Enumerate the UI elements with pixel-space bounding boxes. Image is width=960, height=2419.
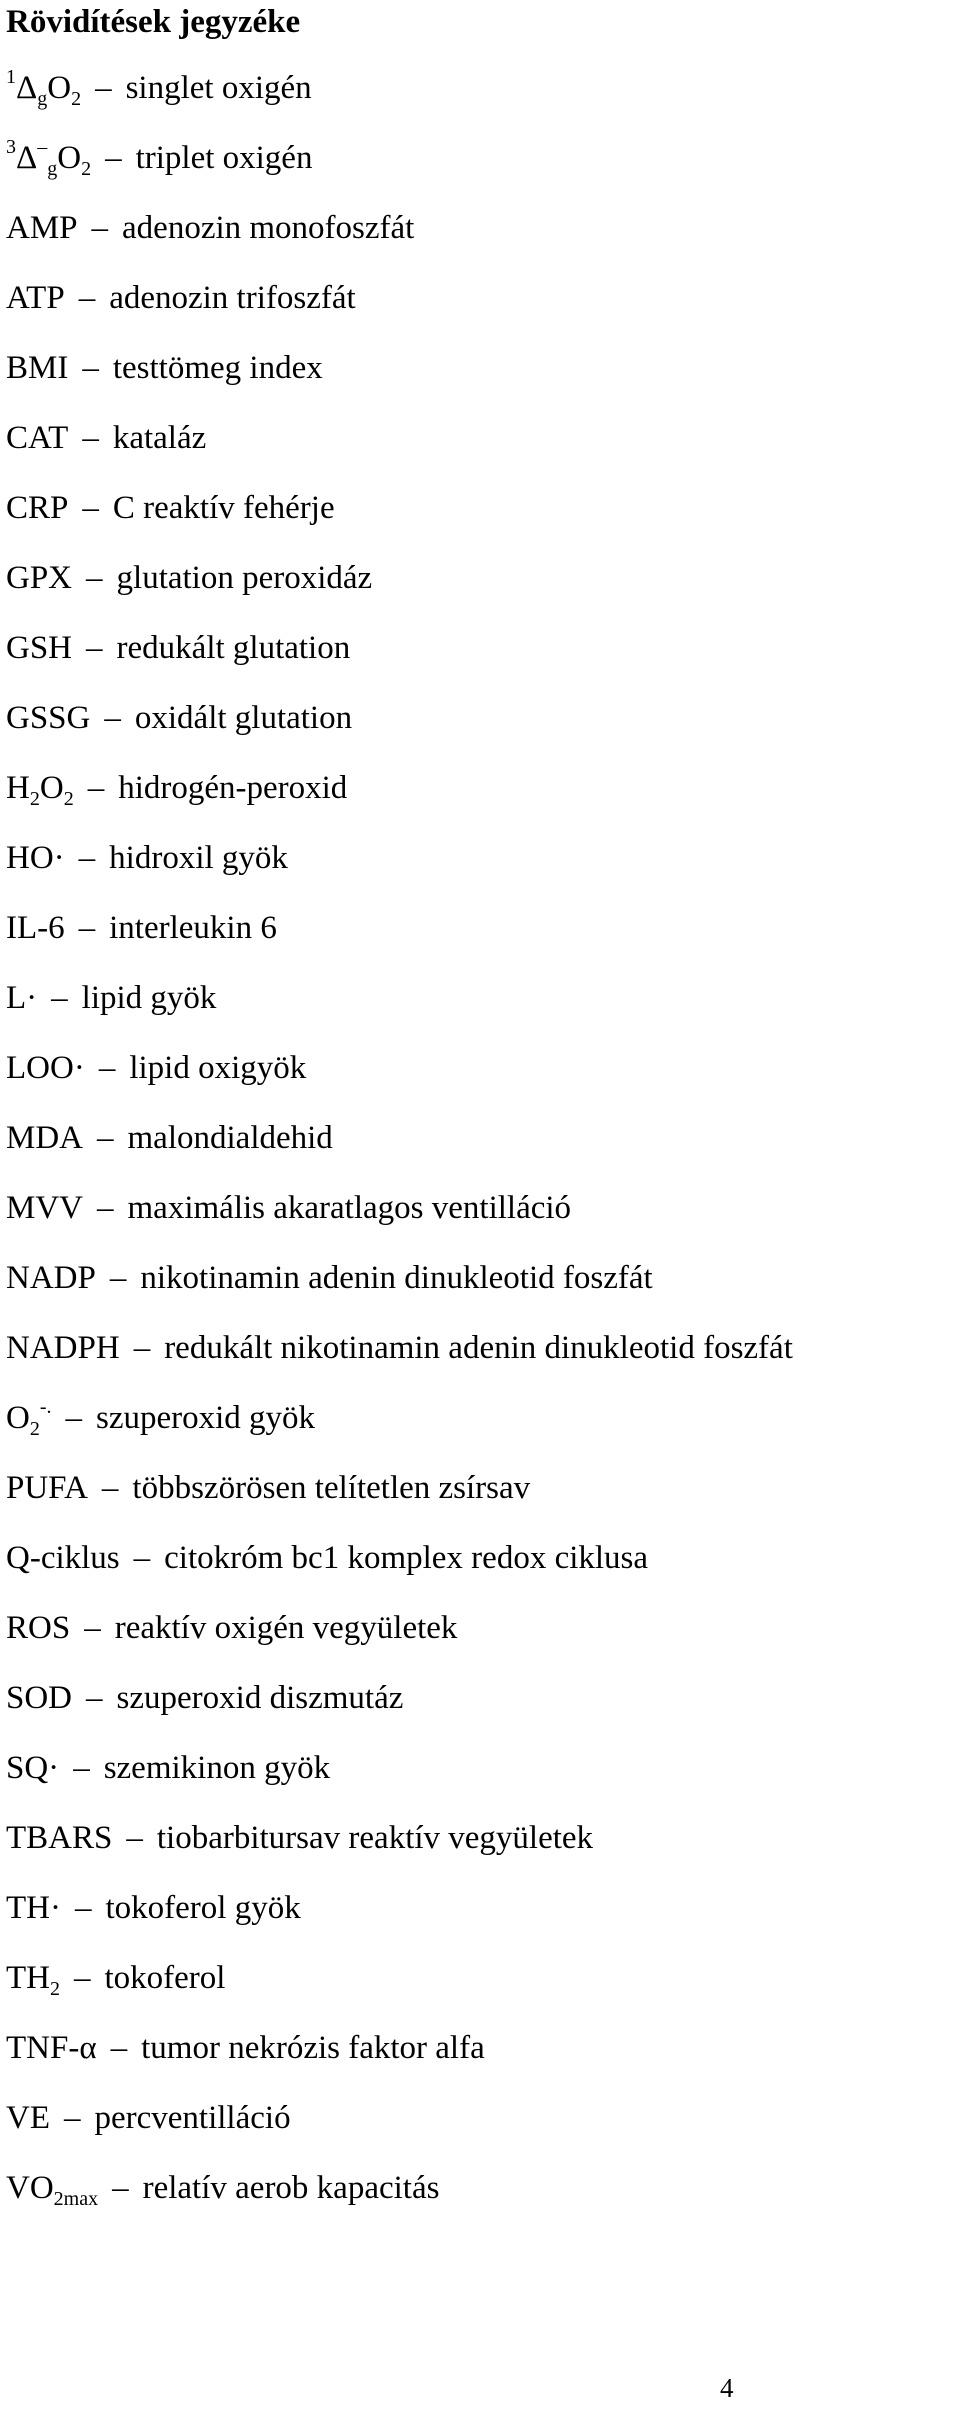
abbreviation-term: BMI xyxy=(6,350,69,386)
abbreviation-definition: adenozin monofoszfát xyxy=(122,210,415,246)
abbreviation-definition: hidroxil gyök xyxy=(109,840,288,876)
abbreviation-term: HO· xyxy=(6,840,65,876)
separator-dash: – xyxy=(104,700,121,736)
abbreviation-term: ROS xyxy=(6,1610,71,1646)
abbreviation-definition: szemikinon gyök xyxy=(103,1750,331,1786)
abbreviation-term: $^3\Delta^-_gO_2$ xyxy=(6,136,92,180)
abbreviation-entry xyxy=(6,2098,793,2168)
abbreviation-term: $^1\Delta_gO_2$ xyxy=(6,66,82,110)
abbreviation-definition: relatív aerob kapacitás xyxy=(142,2170,440,2206)
abbreviation-definition: singlet oxigén xyxy=(125,70,312,106)
abbreviation-definition: percventilláció xyxy=(94,2100,291,2136)
abbreviation-term: $VO_{2max}$ xyxy=(6,2170,99,2210)
abbreviation-entry xyxy=(6,1958,793,2028)
abbreviation-definition: reaktív oxigén vegyületek xyxy=(114,1610,458,1646)
separator-dash: – xyxy=(112,2170,129,2206)
abbreviation-definition: hidrogén-peroxid xyxy=(118,770,348,806)
abbreviation-entry xyxy=(6,68,793,138)
abbreviation-term: TH· xyxy=(6,1890,61,1926)
abbreviation-definition: testtömeg index xyxy=(112,350,323,386)
abbreviation-entry xyxy=(6,2168,793,2238)
abbreviation-entry xyxy=(6,1398,793,1468)
abbreviation-definition: lipid gyök xyxy=(81,980,217,1016)
separator-dash: – xyxy=(74,1890,92,1926)
abbreviation-entry xyxy=(6,978,793,1048)
abbreviation-entry xyxy=(6,138,793,208)
abbreviation-entry xyxy=(6,1328,793,1398)
abbreviation-definition: tiobarbitursav reaktív vegyületek xyxy=(156,1820,594,1856)
separator-dash: – xyxy=(82,490,99,526)
abbreviation-entry xyxy=(6,348,793,418)
abbreviation-term: NADPH xyxy=(6,1330,120,1366)
separator-dash: – xyxy=(82,350,99,386)
separator-dash: – xyxy=(97,1190,114,1226)
abbreviation-term: GSSG xyxy=(6,700,91,736)
abbreviation-term: $O_2^{-.}$ xyxy=(6,1396,52,1440)
abbreviation-term: ATP xyxy=(6,280,65,316)
abbreviation-term: VE xyxy=(6,2100,50,2136)
abbreviation-entry xyxy=(6,1188,793,1258)
abbreviation-entry xyxy=(6,558,793,628)
separator-dash: – xyxy=(78,840,96,876)
abbreviation-definition: C reaktív fehérje xyxy=(112,490,335,526)
separator-dash: – xyxy=(98,1050,116,1086)
abbreviation-term: NADP xyxy=(6,1260,96,1296)
abbreviation-term: IL-6 xyxy=(6,910,65,946)
abbreviation-entry xyxy=(6,1538,793,1608)
abbreviation-term: GPX xyxy=(6,560,73,596)
abbreviation-term: L· xyxy=(6,980,38,1016)
abbreviation-term: MDA xyxy=(6,1120,84,1156)
abbreviation-entry xyxy=(6,1258,793,1328)
separator-dash: – xyxy=(78,280,96,316)
abbreviation-term: CAT xyxy=(6,420,69,456)
separator-dash: – xyxy=(64,2100,81,2136)
abbreviation-entry xyxy=(6,208,793,278)
abbreviation-definition: redukált glutation xyxy=(116,630,351,666)
separator-dash: – xyxy=(84,1610,101,1646)
abbreviation-entry xyxy=(6,488,793,558)
abbreviation-entry xyxy=(6,1118,793,1188)
abbreviation-entry xyxy=(6,278,793,348)
separator-dash: – xyxy=(82,420,99,456)
abbreviation-definition: malondialdehid xyxy=(127,1120,333,1156)
abbreviation-entry xyxy=(6,768,793,838)
separator-dash: – xyxy=(86,1680,103,1716)
abbreviation-term: TNF-α xyxy=(6,2030,97,2066)
separator-dash: – xyxy=(133,1330,151,1366)
page-number: 4 xyxy=(720,2373,734,2403)
separator-dash: – xyxy=(109,1260,127,1296)
separator-dash: – xyxy=(65,1400,83,1436)
separator-dash: – xyxy=(73,1750,90,1786)
abbreviation-definition: citokróm bc1 komplex redox ciklusa xyxy=(164,1540,649,1576)
abbreviation-definition: adenozin trifoszfát xyxy=(109,280,356,316)
abbreviation-term: GSH xyxy=(6,630,73,666)
separator-dash: – xyxy=(95,70,112,106)
abbreviation-term: MVV xyxy=(6,1190,84,1226)
abbreviation-definition: interleukin 6 xyxy=(109,910,277,946)
separator-dash: – xyxy=(110,2030,128,2066)
separator-dash: – xyxy=(133,1540,151,1576)
abbreviation-entry xyxy=(6,698,793,768)
abbreviation-definition: többszörösen telítetlen zsírsav xyxy=(132,1470,531,1506)
abbreviation-entry xyxy=(6,1608,793,1678)
abbreviation-term: PUFA xyxy=(6,1470,88,1506)
abbreviation-entry xyxy=(6,1468,793,1538)
abbreviation-entry xyxy=(6,418,793,488)
abbreviation-definition: triplet oxigén xyxy=(135,140,313,176)
abbreviation-term: Q-ciklus xyxy=(6,1540,120,1576)
abbreviation-term: AMP xyxy=(6,210,78,246)
abbreviation-entry xyxy=(6,1678,793,1748)
separator-dash: – xyxy=(74,1960,91,1996)
separator-dash: – xyxy=(91,210,109,246)
abbreviation-definition: kataláz xyxy=(112,420,207,456)
abbreviation-entry xyxy=(6,1048,793,1118)
abbreviation-definition: glutation peroxidáz xyxy=(116,560,373,596)
abbreviation-term: $H_2O_2$ xyxy=(6,770,74,810)
abbreviation-definition: maximális akaratlagos ventilláció xyxy=(127,1190,572,1226)
abbreviation-term: TBARS xyxy=(6,1820,113,1856)
abbreviation-entry xyxy=(6,2028,793,2098)
abbreviation-list xyxy=(6,68,793,2238)
abbreviation-entry xyxy=(6,908,793,978)
abbreviation-term: LOO· xyxy=(6,1050,85,1086)
abbreviation-definition: szuperoxid gyök xyxy=(96,1400,316,1436)
abbreviation-term: SOD xyxy=(6,1680,73,1716)
abbreviation-entry xyxy=(6,838,793,908)
abbreviation-definition: tumor nekrózis faktor alfa xyxy=(141,2030,485,2066)
abbreviation-term: $TH_2$ xyxy=(6,1960,60,2000)
abbreviation-entry xyxy=(6,1748,793,1818)
separator-dash: – xyxy=(51,980,68,1016)
abbreviation-entry xyxy=(6,628,793,698)
separator-dash: – xyxy=(78,910,96,946)
abbreviation-term: CRP xyxy=(6,490,69,526)
abbreviation-definition: tokoferol gyök xyxy=(105,1890,301,1926)
abbreviation-definition: lipid oxigyök xyxy=(129,1050,307,1086)
separator-dash: – xyxy=(101,1470,119,1506)
abbreviation-entry xyxy=(6,1888,793,1958)
separator-dash: – xyxy=(86,630,103,666)
abbreviation-definition: nikotinamin adenin dinukleotid foszfát xyxy=(140,1260,653,1296)
page-title: Rövidítések jegyzéke xyxy=(6,4,301,40)
separator-dash: – xyxy=(87,770,105,806)
abbreviation-definition: szuperoxid diszmutáz xyxy=(116,1680,404,1716)
separator-dash: – xyxy=(105,140,122,176)
separator-dash: – xyxy=(97,1120,114,1156)
abbreviation-entry xyxy=(6,1818,793,1888)
abbreviation-definition: tokoferol xyxy=(104,1960,226,1996)
abbreviation-definition: redukált nikotinamin adenin dinukleotid foszfát xyxy=(164,1330,793,1366)
abbreviation-term: SQ· xyxy=(6,1750,60,1786)
separator-dash: – xyxy=(86,560,103,596)
separator-dash: – xyxy=(126,1820,143,1856)
abbreviation-definition: oxidált glutation xyxy=(134,700,353,736)
